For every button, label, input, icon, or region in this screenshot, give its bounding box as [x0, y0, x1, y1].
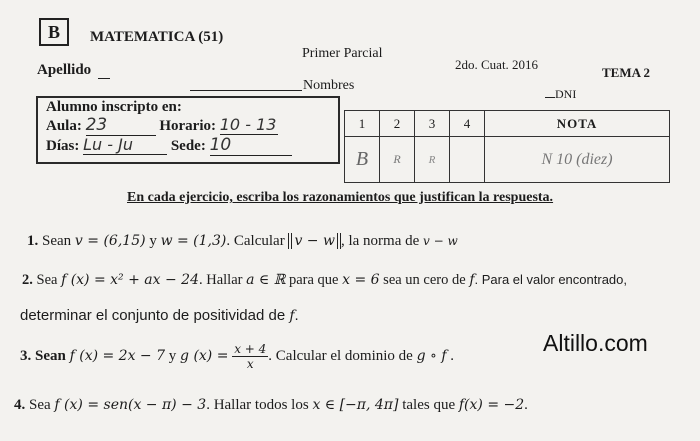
watermark: Altillo.com — [543, 330, 648, 356]
fraction — [232, 342, 268, 371]
formula: f(x) = −2 — [458, 397, 525, 413]
norm-formula — [288, 233, 341, 249]
exercise-text: Sean — [42, 233, 72, 249]
tema-letter-box: B — [39, 18, 69, 46]
grade-mark — [450, 137, 485, 183]
grade-header-nota: NOTA — [485, 111, 670, 137]
exercise-1 — [27, 233, 458, 250]
dias-label: Días: — [46, 138, 80, 154]
fraction-numerator: x + 4 — [234, 342, 267, 356]
formula: v = (6,15) — [74, 233, 146, 249]
exam-name: Primer Parcial — [302, 46, 383, 61]
exercise-text: para que — [288, 272, 339, 288]
formula: v − w — [423, 234, 458, 248]
exercise-3 — [20, 342, 454, 371]
dias-row — [46, 135, 292, 156]
exercise-text: determinar el conjunto de positividad de — [20, 307, 286, 324]
formula: w = (1,3) — [160, 233, 227, 249]
exercise-number: 1. — [27, 233, 39, 249]
grade-mark: B — [345, 137, 380, 183]
exercise-2-line-2 — [20, 307, 299, 324]
exercise-text: y — [168, 347, 177, 364]
grade-table — [344, 110, 670, 183]
aula-label: Aula: — [46, 118, 82, 134]
apellido-line-2 — [190, 90, 302, 91]
nombres-label: Nombres — [303, 78, 355, 93]
apellido-line — [98, 78, 110, 79]
horario-label: Horario: — [159, 118, 216, 134]
course-title: MATEMATICA (51) — [90, 29, 224, 45]
grade-mark: R — [380, 137, 415, 183]
instruction: En cada ejercicio, escriba los razonamientos que justifican la respuesta. — [127, 190, 554, 205]
horario-value: 10 - 13 — [219, 115, 277, 134]
exercise-text: Sean — [35, 347, 66, 364]
sede-label: Sede: — [170, 138, 206, 154]
grade-header-cell: 2 — [380, 111, 415, 137]
formula: f (x) = x² + ax − 24 — [61, 272, 199, 288]
student-box-title: Alumno inscripto en: — [46, 99, 182, 115]
exercise-text: . Hallar todos los — [206, 397, 309, 413]
exercise-text: . Para el valor encontrado, — [474, 272, 627, 287]
formula: a ∈ ℝ — [246, 272, 286, 288]
formula: g (x) = — [180, 347, 229, 364]
fraction-denominator: x — [246, 357, 254, 371]
formula: x ∈ [−π, 4π] — [312, 397, 399, 413]
dni-label — [545, 87, 576, 102]
term-label: 2do. Cuat. 2016 — [455, 57, 539, 72]
aula-value: 23 — [86, 115, 156, 136]
exercise-text: y — [149, 233, 157, 249]
exercise-text: Sea — [36, 272, 58, 288]
tema-label: TEMA 2 — [602, 65, 651, 80]
formula: x = 6 — [342, 272, 380, 288]
dias-value: Lu - Ju — [83, 135, 167, 155]
exercise-text: tales que — [402, 397, 456, 413]
grade-header-cell: 3 — [415, 111, 450, 137]
norm-inner: v − w — [291, 233, 338, 249]
formula: g ∘ f — [416, 347, 447, 364]
exercise-text: . Hallar — [198, 272, 243, 288]
exercise-text: . — [294, 307, 299, 324]
formula: f — [469, 272, 475, 288]
grade-header-row — [345, 111, 670, 137]
exercise-text: sea un cero de — [383, 272, 466, 288]
exercise-number: 3. — [20, 347, 32, 364]
grade-marks-row — [345, 137, 670, 183]
grade-header-cell: 4 — [450, 111, 485, 137]
exercise-text: . — [524, 397, 528, 413]
exercise-text: . — [450, 347, 455, 364]
dni-text: DNI — [555, 87, 577, 101]
exercise-text: , la norma de — [340, 233, 420, 249]
grade-nota-value: N 10 (diez) — [485, 137, 670, 183]
exercise-text: Sea — [29, 397, 51, 413]
exercise-number: 2. — [22, 272, 33, 288]
formula: f — [289, 308, 295, 324]
exercise-4 — [14, 397, 528, 414]
grade-mark: R — [415, 137, 450, 183]
grade-header-cell: 1 — [345, 111, 380, 137]
exercise-number: 4. — [14, 397, 26, 413]
exercise-text: . Calcular el dominio de — [268, 347, 413, 364]
formula: f (x) = 2x − 7 — [69, 347, 166, 364]
exercise-2 — [22, 272, 627, 289]
sede-value: 10 — [210, 135, 292, 156]
aula-row — [46, 115, 278, 136]
dni-line — [545, 97, 555, 98]
formula: f (x) = sen(x − π) − 3 — [54, 397, 207, 413]
apellido-label: Apellido — [37, 62, 92, 78]
exercise-text: . Calcular — [226, 233, 285, 249]
